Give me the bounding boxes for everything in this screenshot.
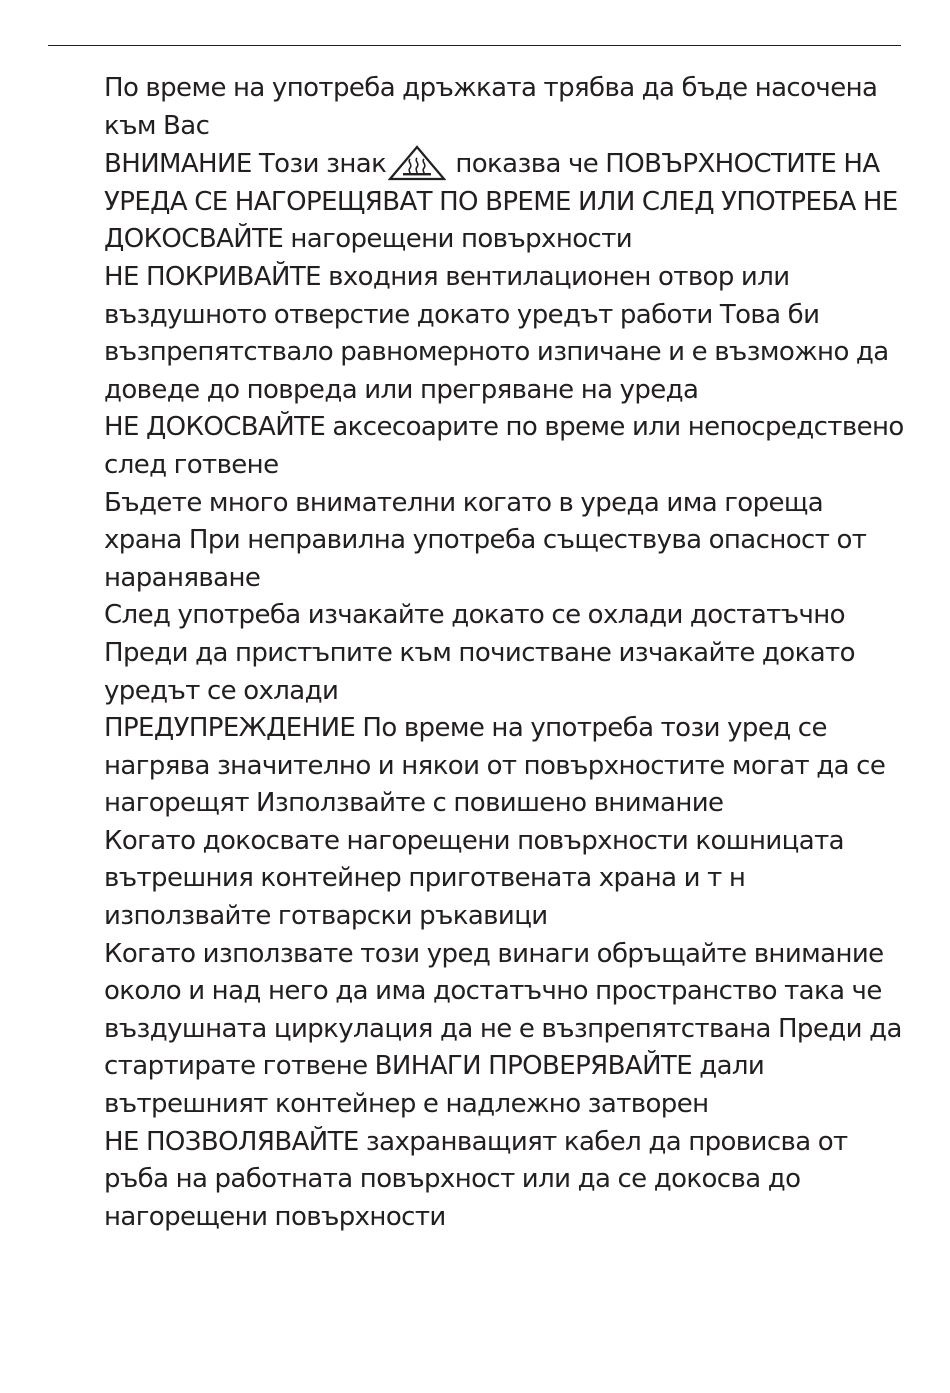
paragraph-power-cable: НЕ ПОЗВОЛЯВАЙТЕ захранващият кабел да провисва от ръба на работната повърхност или да се докосва до нагорещени повърхности [104, 1126, 848, 1232]
paragraph-heating-warning: ПРЕДУПРЕЖДЕНИЕ По време на употреба този уред се нагрява значително и някои от повърхностите могат да се нагорещят Използвайте с повишено внимание [104, 713, 886, 819]
paragraph-hot-food: Бъдете много внимателни когато в уреда има гореща храна При неправилна употреба съществува опасност от нараняване [104, 487, 867, 593]
paragraph-gloves: Когато докосвате нагорещени повърхности кошницата вътрешния контейнер приготвената храна и т н използвайте готварски ръкавици [104, 825, 844, 932]
paragraph-accessories: НЕ ДОКОСВАЙТЕ аксесоарите по време или непосредствено след готвене [104, 412, 904, 480]
hot-surface-warning-lead: ВНИМАНИЕ Този знак [104, 149, 387, 180]
paragraph-cool-down: След употреба изчакайте докато се охлади достатъчно [104, 600, 845, 631]
hot-surface-warning-rest: показва че ПОВЪРХНОСТИТЕ НА УРЕДА СЕ НАГОРЕЩЯВАТ ПО ВРЕМЕ ИЛИ СЛЕД УПОТРЕБА НЕ ДОКОСВАЙТЕ нагорещени повърхности [104, 149, 898, 255]
paragraph-air-circulation: Когато използвате този уред винаги обръщайте внимание около и над него да има достатъчно пространство така че въздушната циркулация да не е възпрепятствана Преди да стартирате готвене ВИНАГИ ПРОВЕРЯВАЙТЕ дали вътрешният контейнер е надлежно затворен [104, 938, 902, 1120]
paragraph-hot-surface-warning [104, 145, 904, 259]
paragraph-ventilation: НЕ ПОКРИВАЙТЕ входния вентилационен отвор или въздушното отверстие докато уредът работи Това би възпрепятствало равномерното изпичане и е възможно да доведе до повреда или прегряване на уреда [104, 261, 889, 405]
top-divider [48, 45, 901, 46]
safety-instructions [104, 70, 904, 1236]
paragraph-handle-direction: По време на употреба дръжката трябва да бъде насочена към Вас [104, 73, 878, 141]
paragraph-cleaning: Преди да пристъпите към почистване изчакайте докато уредът се охлади [104, 637, 855, 706]
hot-surface-warning-icon [388, 145, 446, 181]
